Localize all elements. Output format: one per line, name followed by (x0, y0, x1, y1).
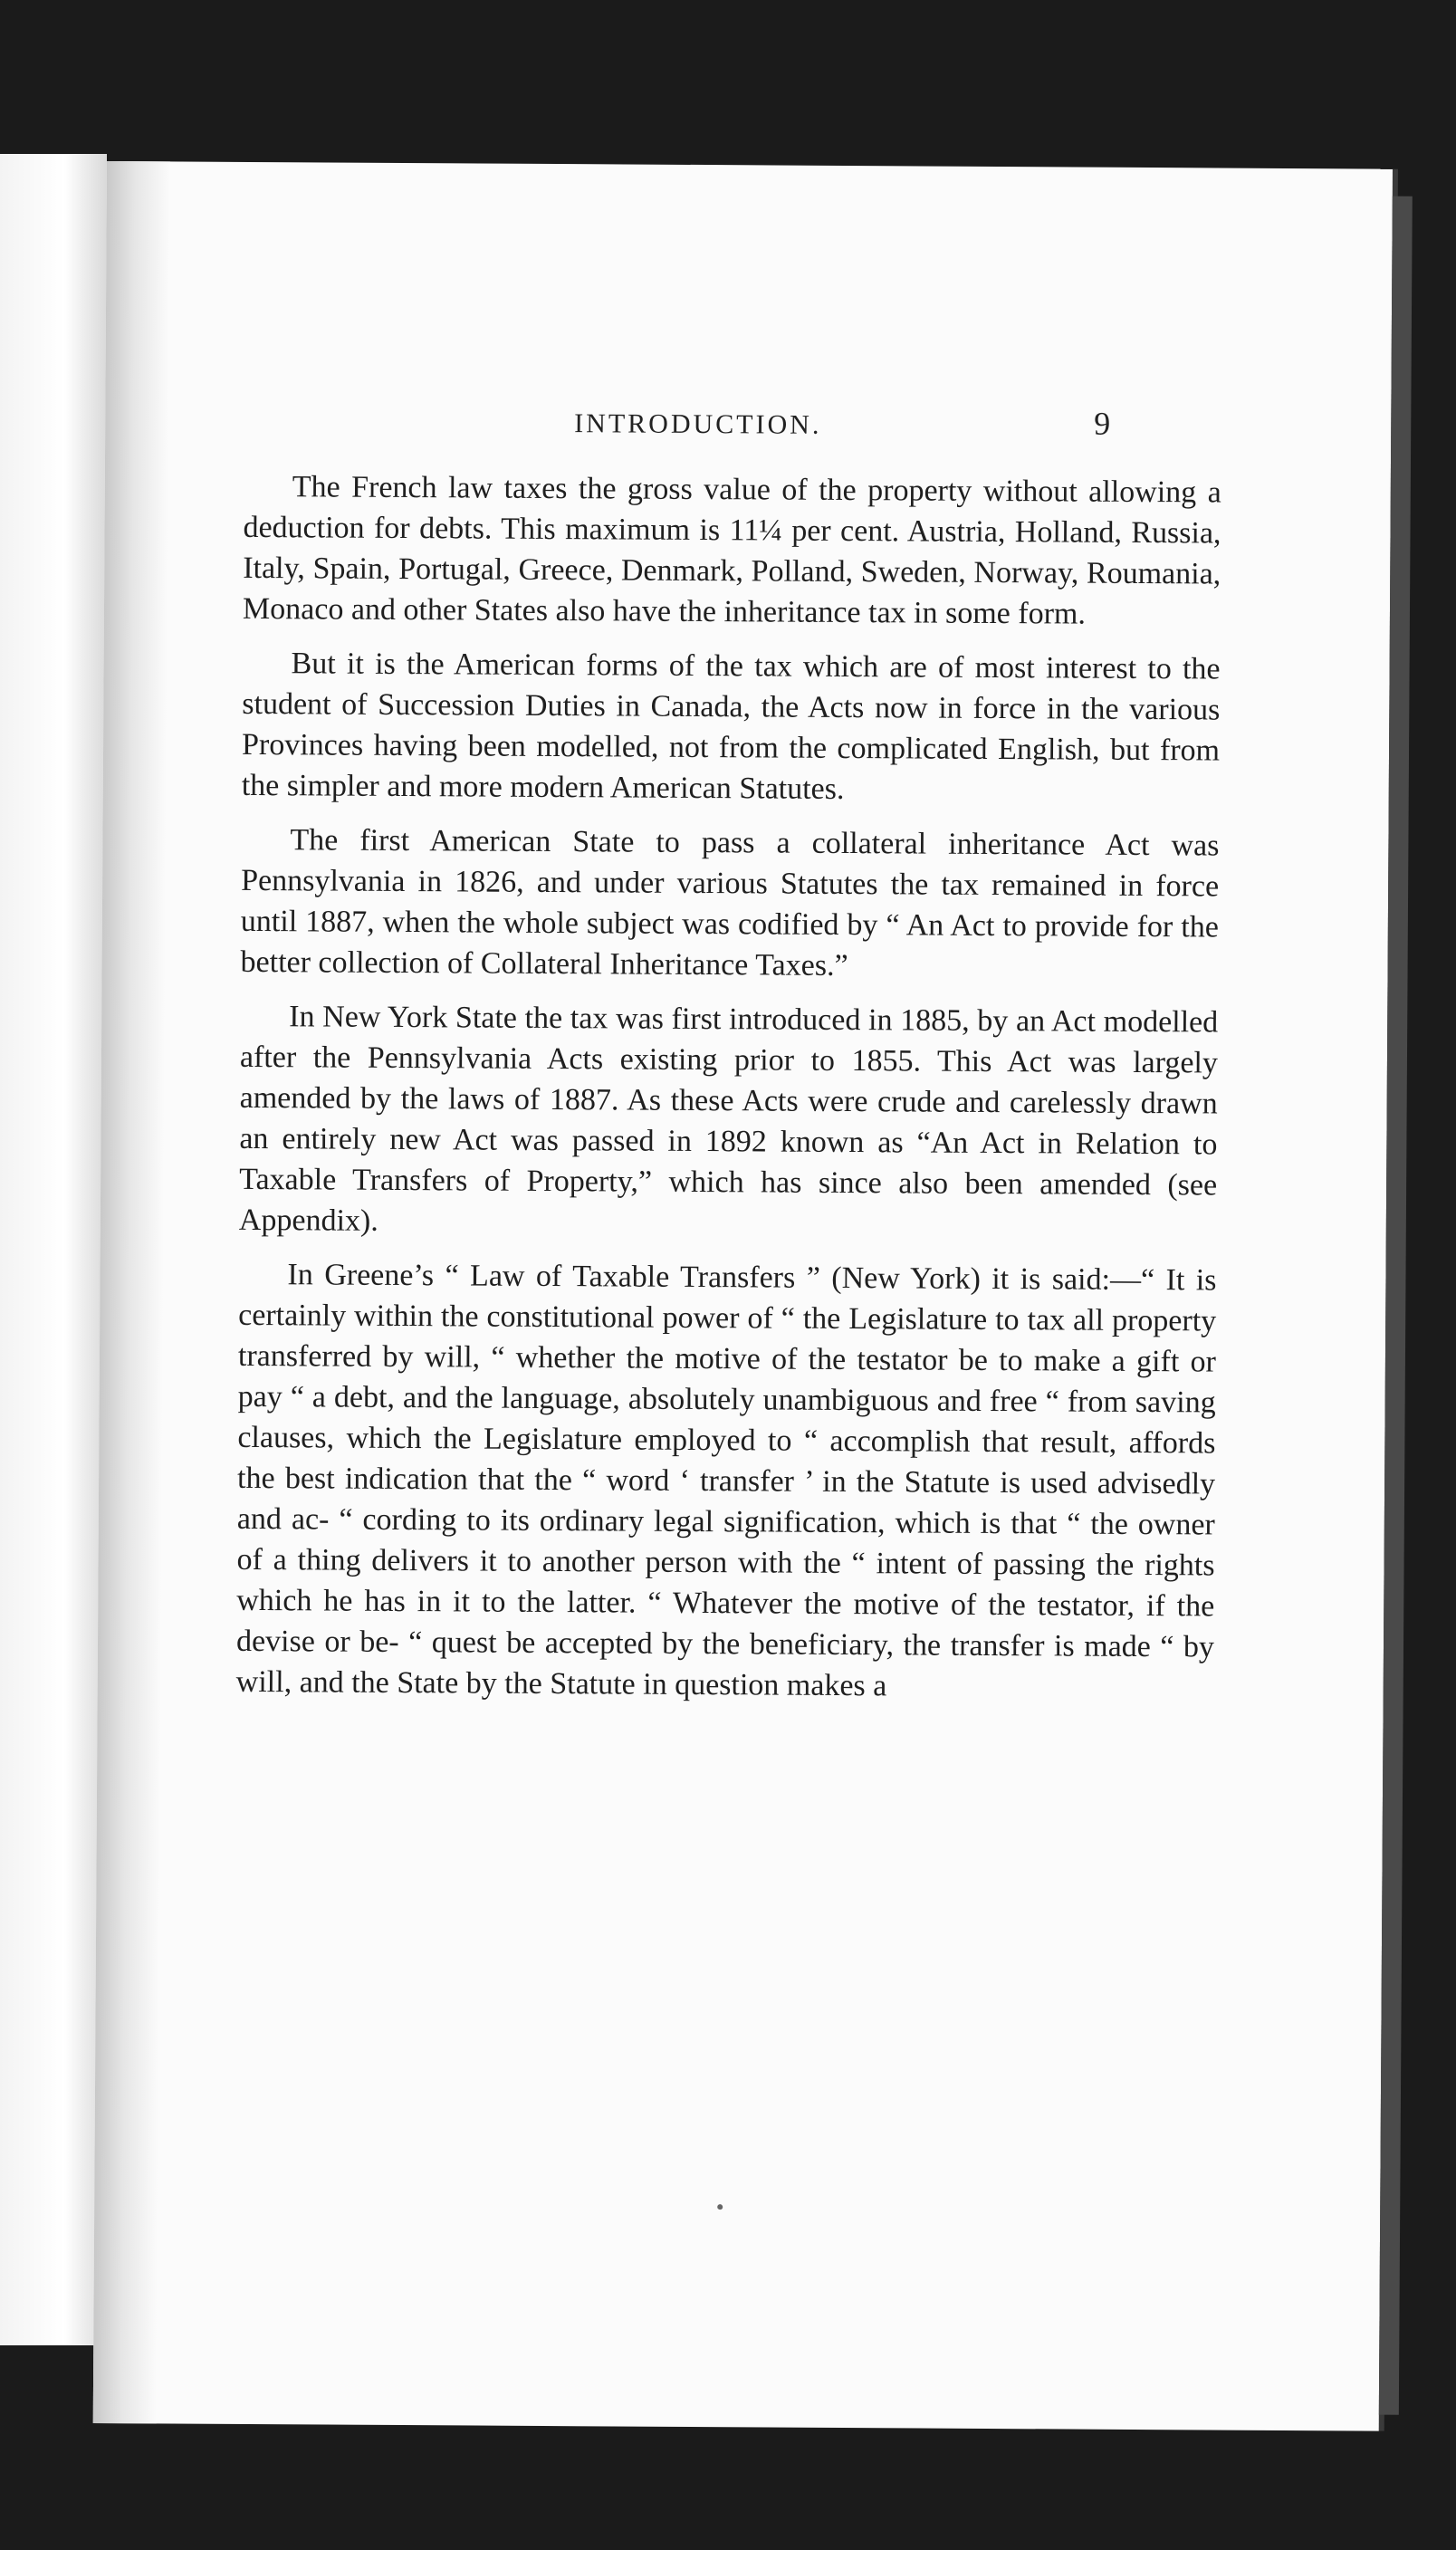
paragraph: The first American State to pass a collateral inheritance Act was Pennsylvania in 1826, and under various Statutes the tax remained in force until 1887, when the whole subject was codified by “ An Act to provide for the better collection of Collateral Inheritance Taxes.” (240, 823, 1220, 983)
paragraph: The French law taxes the gross value of the property without allowing a deduction for debts. This maximum is 11¼ per cent. Austria, Holland, Russia, Italy, Spain, Portugal, Greece, Denmark, Polland, Sweden, Norway, Roumania, Monaco and other States also have the inheritance tax in some form. (242, 470, 1221, 631)
body-text (236, 466, 1221, 1722)
paragraph: In New York State the tax was first introduced in 1885, by an Act modelled after the Pennsylvania Acts existing prior to 1855. This Act was largely amended by the laws of 1887. As these Acts were crude and carelessly drawn an entirely new Act was passed in 1892 known as “An Act in Relation to Taxable Transfers of Property,” which has since also been amended (see Appendix). (238, 1000, 1219, 1238)
paragraph: But it is the American forms of the tax which are of most interest to the student of Succession Duties in Canada, the Acts now in force in the various Provinces having been modelled, not from the complicated English, but from the simpler and more modern American Statutes. (241, 647, 1221, 806)
facing-page-edge (0, 154, 107, 2345)
page-number: 9 (1094, 405, 1111, 442)
page-edge-shadow (1379, 197, 1413, 2415)
running-head: INTRODUCTION. (574, 408, 822, 440)
page-gutter-shadow (93, 161, 170, 2423)
page-speck (717, 2204, 723, 2210)
book-page (93, 161, 1393, 2431)
paragraph: In Greene’s “ Law of Taxable Transfers ” (New York) it is said:—“ It is certainly within the constitutional power of “ the Legislature to tax all property transferred by will, “ whether the motive of the testator be to make a gift or pay “ a debt, and the language, absolutely unambiguous and free “ from saving clauses, which the Legislature employed to “ accomplish that result, affords the best indication that the “ word ‘ transfer ’ in the Statute is used advisedly and ac- “ cording to its ordinary legal signification, which is that “ the owner of a thing delivers it to another person with the “ intent of passing the rights which he has in it to the latter. “ Whatever the motive of the testator, if the devise or be- “ quest be accepted by the beneficiary, the transfer is made “ by will, and the State by the Statute in question makes a (235, 1258, 1217, 1703)
